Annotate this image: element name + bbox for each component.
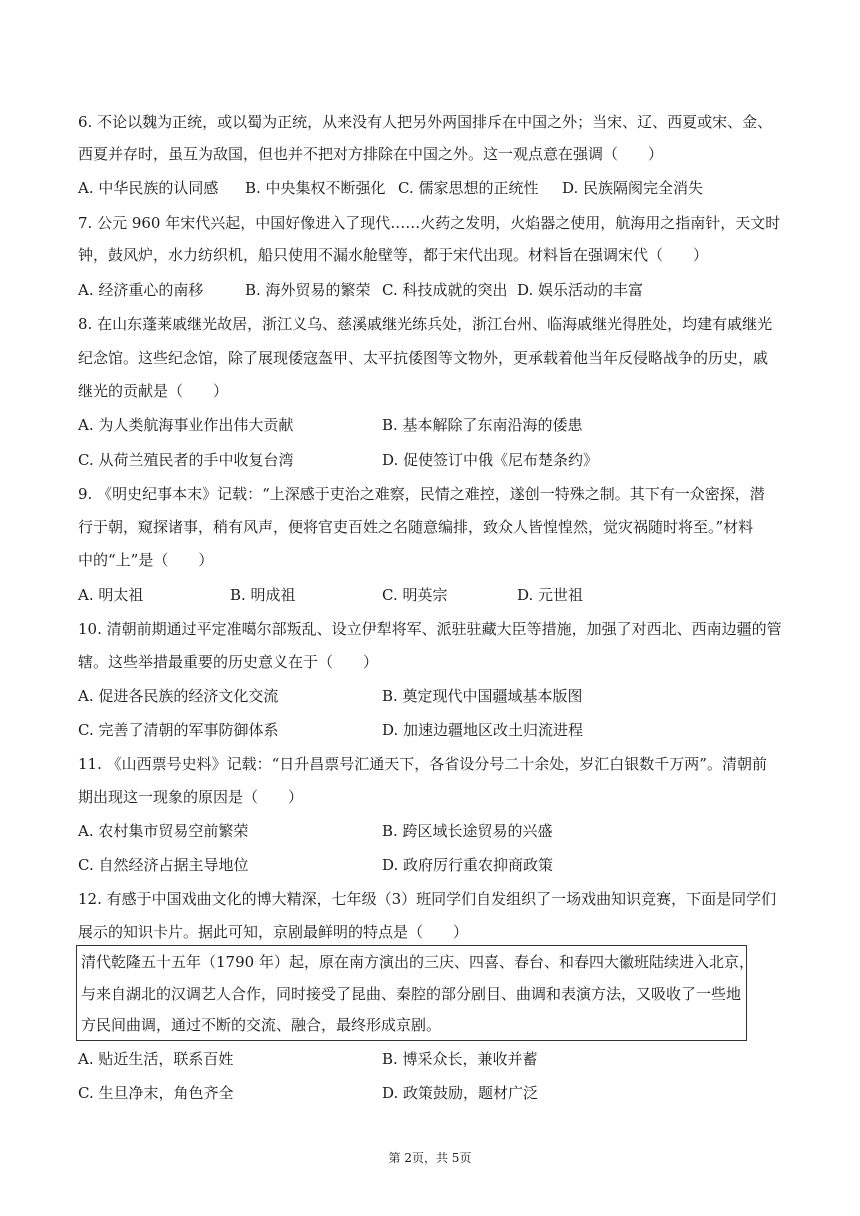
question-8-option-b: B. 基本解除了东南沿海的倭患 (382, 416, 583, 434)
question-6-option-b: B. 中央集权不断强化 (245, 179, 386, 197)
question-8-stem-line-2: 纪念馆。这些纪念馆，除了展现倭寇盔甲、太平抗倭图等文物外，更承载着他当年反侵略战争的历史，戚 (78, 349, 769, 367)
question-9-option-d: D. 元世祖 (517, 586, 584, 604)
question-6-option-d: D. 民族隔阂完全消失 (562, 179, 704, 197)
question-6-option-a: A. 中华民族的认同感 (78, 179, 219, 197)
question-11-option-c: C. 自然经济占据主导地位 (78, 856, 249, 874)
question-8-option-c: C. 从荷兰殖民者的手中收复台湾 (78, 451, 294, 469)
material-line-3: 方民间曲调，通过不断的交流、融合，最终形成京剧。 (81, 1016, 442, 1034)
page-footer: 第 2页，共 5页 (388, 1151, 472, 1165)
question-12-option-c: C. 生旦净末，角色齐全 (78, 1084, 234, 1102)
question-8-stem-line-3: 继光的贡献是（ ） (78, 382, 229, 400)
question-11-stem-line-2: 期出现这一现象的原因是（ ） (78, 788, 304, 806)
question-11-option-b: B. 跨区域长途贸易的兴盛 (382, 822, 553, 840)
question-12-option-a: A. 贴近生活，联系百姓 (78, 1050, 234, 1068)
question-10-option-b: B. 奠定现代中国疆域基本版图 (382, 687, 583, 705)
material-line-2: 与来自湖北的汉调艺人合作，同时接受了昆曲、秦腔的部分剧目、曲调和表演方法，又吸收了一些地 (81, 985, 742, 1003)
question-8-option-a: A. 为人类航海事业作出伟大贡献 (78, 416, 294, 434)
question-9-option-b: B. 明成祖 (230, 586, 296, 604)
question-6-stem-line-1: 6. 不论以魏为正统，或以蜀为正统，从来没有人把另外两国排斥在中国之外；当宋、辽、西夏或宋、金、 (78, 113, 773, 131)
question-9-option-a: A. 明太祖 (78, 586, 144, 604)
question-12-stem-line-2: 展示的知识卡片。据此可知，京剧最鲜明的特点是（ ） (78, 923, 469, 941)
question-9-stem-line-3: 中的“上”是（ ） (78, 551, 214, 569)
question-8-stem-line-1: 8. 在山东蓬莱戚继光故居，浙江义乌、慈溪戚继光练兵处，浙江台州、临海戚继光得胜处，均建有戚继光 (78, 315, 773, 333)
question-9-stem-line-1: 9. 《明史纪事本末》记载：“上深感于吏治之难察，民情之难控，遂创一特殊之制。其下有一众密探，潜 (78, 485, 765, 503)
question-11-option-a: A. 农村集市贸易空前繁荣 (78, 822, 249, 840)
question-7-stem-line-1: 7. 公元 960 年宋代兴起，中国好像进入了现代……火药之发明，火焰器之使用，航海用之指南针，天文时 (78, 214, 781, 232)
question-6-option-c: C. 儒家思想的正统性 (398, 179, 539, 197)
material-line-1: 清代乾隆五十五年（1790 年）起，原在南方演出的三庆、四喜、春台、和春四大徽班陆续进入北京， (81, 953, 754, 971)
question-7-option-a: A. 经济重心的南移 (78, 281, 204, 299)
question-9-stem-line-2: 行于朝，窥探诸事，稍有风声，便将官吏百姓之名随意编排，致众人皆惶惶然，觉灾祸随时将至。”材料 (78, 518, 754, 536)
question-11-stem-line-1: 11. 《山西票号史料》记载：“日升昌票号汇通天下，各省设分号二十余处，岁汇白银数千万两”。清朝前 (78, 755, 767, 773)
question-7-stem-line-2: 钟，鼓风炉，水力纺织机，船只使用不漏水舱壁等，都于宋代出现。材料旨在强调宋代（ ） (78, 246, 709, 264)
question-10-stem-line-2: 辖。这些举措最重要的历史意义在于（ ） (78, 653, 379, 671)
question-7-option-c: C. 科技成就的突出 (382, 281, 508, 299)
question-8-option-d: D. 促使签订中俄《尼布楚条约》 (382, 451, 599, 469)
question-11-option-d: D. 政府厉行重农抑商政策 (382, 856, 554, 874)
material-card (76, 945, 754, 1041)
question-10-option-c: C. 完善了清朝的军事防御体系 (78, 721, 279, 739)
question-7-option-b: B. 海外贸易的繁荣 (245, 281, 371, 299)
question-6-stem-line-2: 西夏并存时，虽互为敌国，但也并不把对方排除在中国之外。这一观点意在强调（ ） (78, 145, 664, 163)
question-10-stem-line-1: 10. 清朝前期通过平定准噶尔部叛乱、设立伊犁将军、派驻驻藏大臣等措施，加强了对西北、西南边疆的管 (78, 620, 782, 638)
question-9-option-c: C. 明英宗 (382, 586, 448, 604)
question-12-option-d: D. 政策鼓励，题材广泛 (382, 1084, 539, 1102)
question-12-option-b: B. 博采众长，兼收并蓄 (382, 1050, 538, 1068)
question-10-option-d: D. 加速边疆地区改土归流进程 (382, 721, 584, 739)
question-7-option-d: D. 娱乐活动的丰富 (517, 281, 644, 299)
question-12-stem-line-1: 12. 有感于中国戏曲文化的博大精深，七年级（3）班同学们自发组织了一场戏曲知识竞赛，下面是同学们 (78, 890, 777, 908)
question-10-option-a: A. 促进各民族的经济文化交流 (78, 687, 279, 705)
